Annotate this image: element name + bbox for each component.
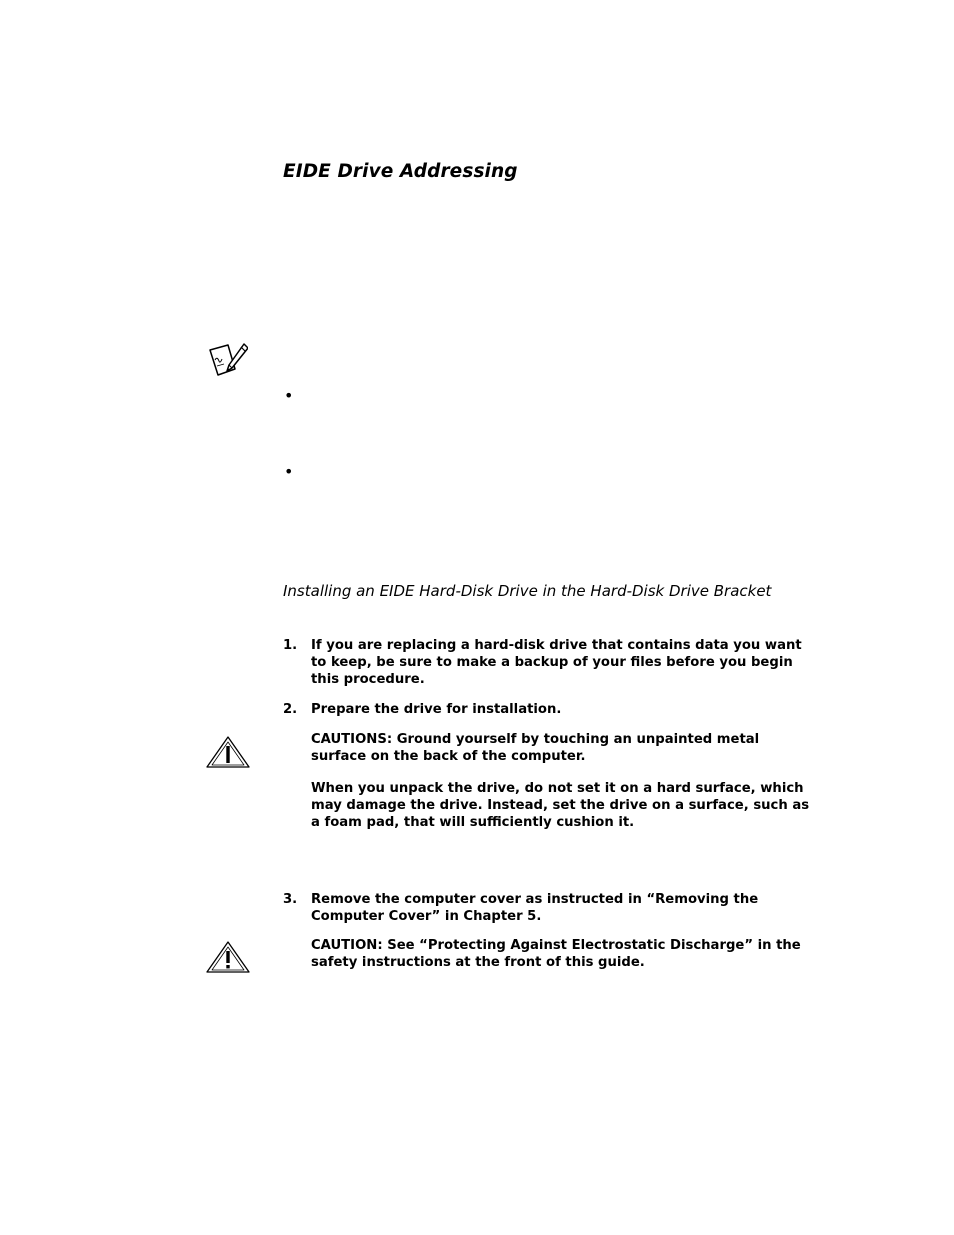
- step-text: Remove the computer cover as instructed in “Removing the Computer Cover” in Chapter 5.: [311, 892, 759, 924]
- caution-triangle-icon: [205, 940, 251, 974]
- step-text: Prepare the drive for installation.: [311, 702, 562, 717]
- step-text: If you are replacing a hard-disk drive that contains data you want to keep, be sure to make a backup of your files before you begin this procedure.: [311, 638, 802, 687]
- caution-text-continued: When you unpack the drive, do not set it on a hard surface, which may damage the drive. Instead, set the drive on a surface, such as a foam pad, that will sufficiently cushion it.: [311, 781, 810, 830]
- step-2: [283, 701, 815, 718]
- caution-text: CAUTIONS: Ground yourself by touching an unpainted metal surface on the back of the computer.: [311, 732, 760, 764]
- bullet-marker: •: [284, 386, 294, 405]
- step-3: [283, 891, 815, 925]
- caution-text: CAUTION: See “Protecting Against Electrostatic Discharge” in the safety instructions at the front of this guide.: [311, 938, 801, 970]
- section-title: EIDE Drive Addressing: [283, 161, 518, 182]
- step-number: 3.: [283, 892, 298, 907]
- step-number: 1.: [283, 638, 298, 653]
- note-pencil-icon: [208, 342, 248, 378]
- bullet-marker: •: [284, 462, 294, 481]
- step-number: 2.: [283, 702, 298, 717]
- step-1: [283, 637, 815, 688]
- caution-triangle-icon: [205, 735, 251, 769]
- subsection-title: Installing an EIDE Hard-Disk Drive in the Hard-Disk Drive Bracket: [283, 582, 772, 600]
